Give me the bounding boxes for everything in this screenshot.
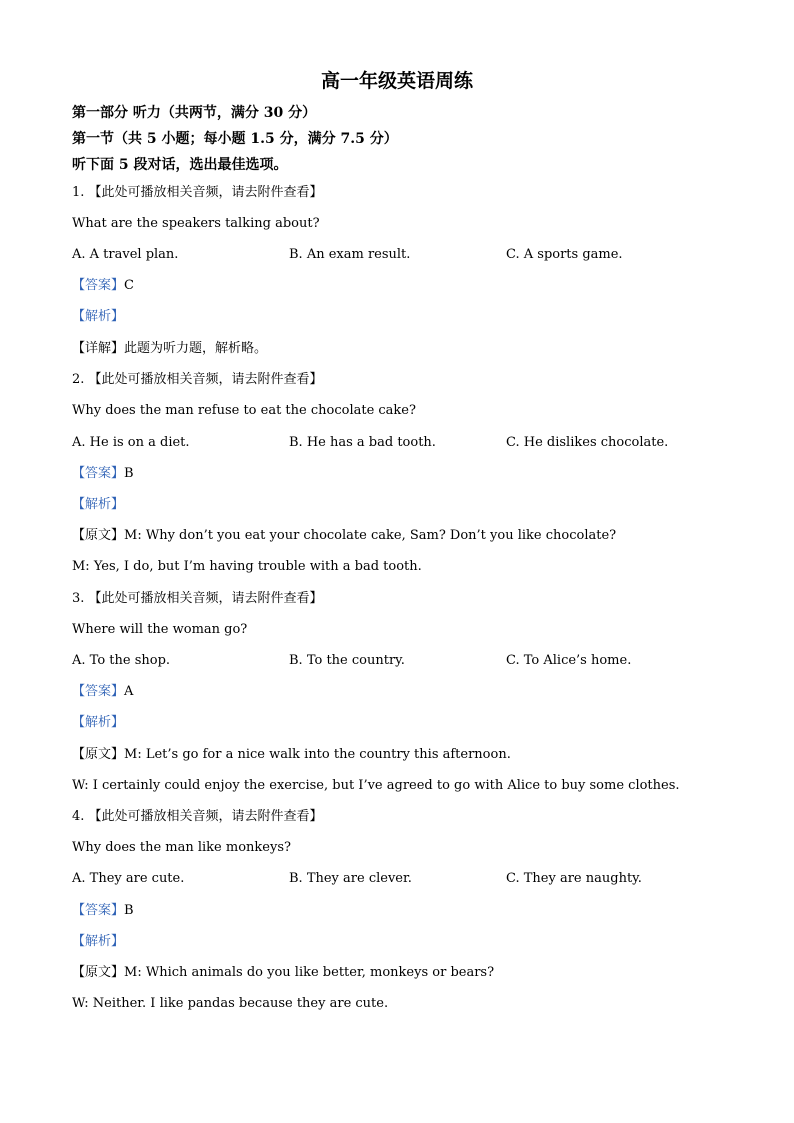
question-2-answer	[72, 465, 134, 483]
original-label: 【原文】	[72, 528, 125, 543]
original-text: M: Let’s go for a nice walk into the country this afternoon.	[124, 747, 511, 762]
original-label: 【原文】	[72, 965, 125, 980]
question-2-option-b: B. He has a bad tooth.	[289, 435, 436, 450]
part-heading: 第一节（共 5 小题；每小题 1.5 分，满分 7.5 分）	[72, 131, 398, 147]
section-heading: 第一部分 听力（共两节，满分 30 分）	[72, 105, 317, 121]
original-label: 【原文】	[72, 747, 125, 762]
question-4-analysis: 【解析】	[72, 934, 125, 949]
original-text: M: Why don’t you eat your chocolate cake, Sam? Don’t you like chocolate?	[124, 528, 617, 543]
answer-value: C	[124, 278, 134, 293]
question-3-answer	[72, 683, 133, 701]
answer-label: 【答案】	[72, 684, 125, 699]
question-4-option-b: B. They are clever.	[289, 871, 412, 886]
instruction: 听下面 5 段对话，选出最佳选项。	[72, 157, 288, 173]
question-4-option-c: C. They are naughty.	[506, 871, 642, 886]
question-3-option-b: B. To the country.	[289, 653, 405, 668]
question-3-original	[72, 746, 511, 764]
detail-label: 【详解】	[72, 341, 125, 356]
answer-label: 【答案】	[72, 466, 125, 481]
question-1-text: What are the speakers talking about?	[72, 216, 320, 231]
page-title: 高一年级英语周练	[320, 70, 473, 92]
question-2-analysis: 【解析】	[72, 497, 125, 512]
question-3-analysis: 【解析】	[72, 715, 125, 730]
detail-text: 此题为听力题，解析略。	[124, 341, 268, 356]
question-2-original-reply: M: Yes, I do, but I’m having trouble with a bad tooth.	[72, 559, 422, 574]
question-2-option-c: C. He dislikes chocolate.	[506, 435, 669, 450]
question-1-answer	[72, 277, 134, 295]
question-3-stem: 3. 【此处可播放相关音频，请去附件查看】	[72, 591, 323, 606]
question-3-original-reply: W: I certainly could enjoy the exercise, but I’ve agreed to go with Alice to buy some clothes.	[72, 778, 680, 793]
question-4-option-a: A. They are cute.	[72, 871, 185, 886]
question-4-original-reply: W: Neither. I like pandas because they are cute.	[72, 996, 389, 1011]
question-2-text: Why does the man refuse to eat the chocolate cake?	[72, 403, 416, 418]
answer-label: 【答案】	[72, 903, 125, 918]
question-1-option-b: B. An exam result.	[289, 247, 411, 262]
question-2-stem: 2. 【此处可播放相关音频，请去附件查看】	[72, 372, 323, 387]
question-4-answer	[72, 902, 134, 920]
answer-value: A	[124, 684, 134, 699]
answer-label: 【答案】	[72, 278, 125, 293]
question-1-stem: 1. 【此处可播放相关音频，请去附件查看】	[72, 185, 323, 200]
question-4-original	[72, 964, 494, 982]
answer-value: B	[124, 903, 134, 918]
question-4-stem: 4. 【此处可播放相关音频，请去附件查看】	[72, 809, 323, 824]
question-1-analysis: 【解析】	[72, 309, 125, 324]
question-2-original	[72, 527, 616, 545]
question-2-option-a: A. He is on a diet.	[72, 435, 190, 450]
question-1-detail	[72, 340, 267, 358]
question-3-option-a: A. To the shop.	[72, 653, 171, 668]
question-3-option-c: C. To Alice’s home.	[506, 653, 632, 668]
original-text: M: Which animals do you like better, monkeys or bears?	[124, 965, 495, 980]
question-1-option-a: A. A travel plan.	[72, 247, 179, 262]
question-3-text: Where will the woman go?	[72, 622, 248, 637]
answer-value: B	[124, 466, 134, 481]
question-4-text: Why does the man like monkeys?	[72, 840, 291, 855]
question-1-option-c: C. A sports game.	[506, 247, 623, 262]
